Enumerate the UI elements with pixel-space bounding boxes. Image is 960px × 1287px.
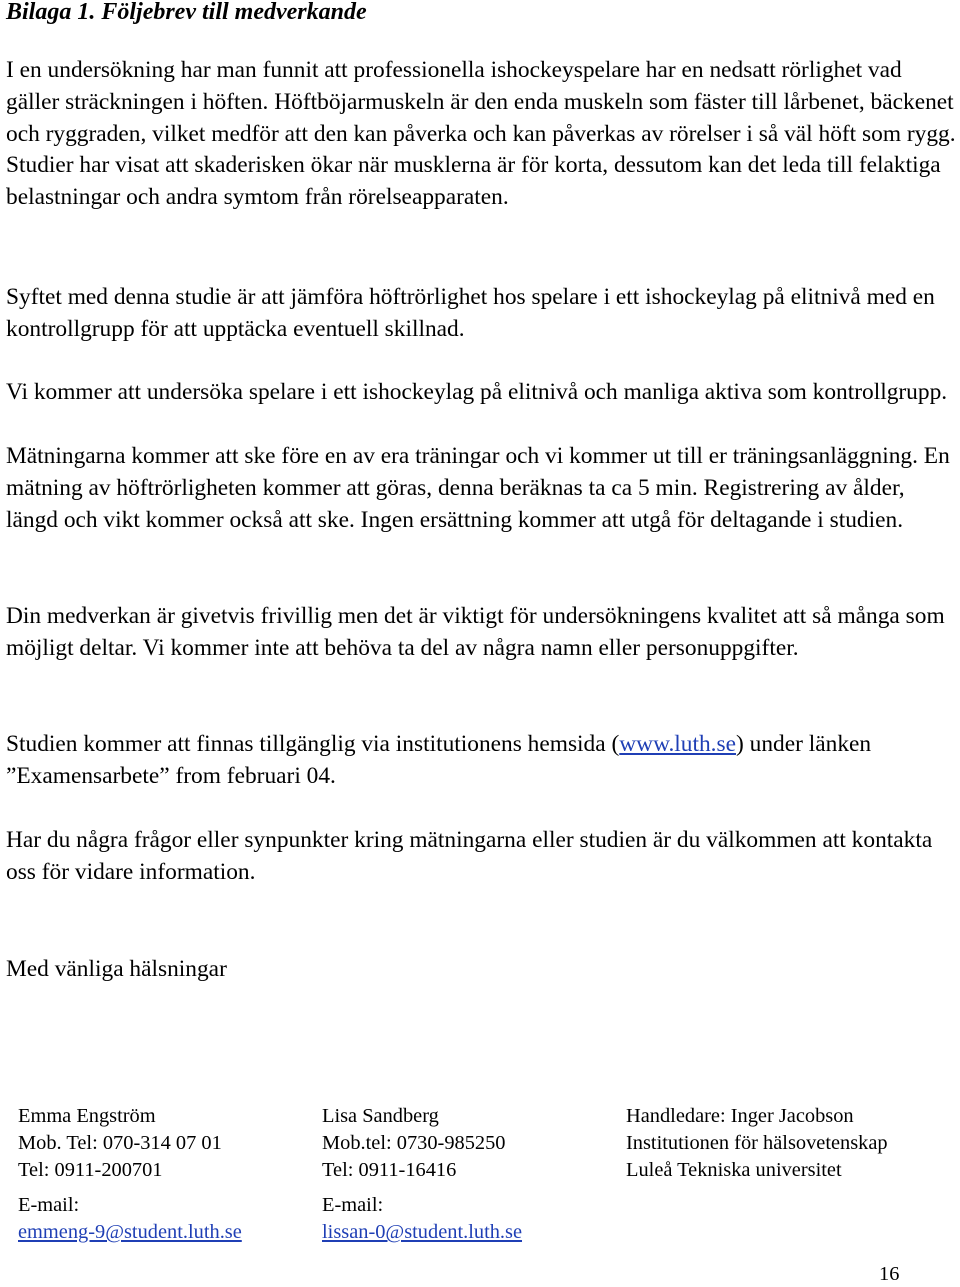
availability-text-after: ) under länken ”Examensarbete” from februari 04. [6,731,872,789]
luth-website-link[interactable]: www.luth.se [619,731,737,757]
page-heading: Bilaga 1. Följebrev till medverkande [6,0,367,25]
contact-spacer [322,1184,522,1192]
contact-phone: Tel: 0911-16416 [322,1159,457,1181]
measurement-paragraph: Mätningarna kommer att ske före en av era träningar och vi kommer ut till er träningsanläggning. En mätning av höftrörligheten kommer att göras, denna beräknas ta ca 5 min. Registrering av ålder, längd och vikt kommer också att ske. Ingen ersättning kommer att utgå för deltagande i studien. [6,443,950,533]
contact-email-link[interactable]: lissan-0@student.luth.se [322,1221,523,1243]
contact-spacer [18,1184,242,1192]
contact-block-emma [18,1103,242,1246]
contact-phone: Tel: 0911-200701 [18,1159,163,1181]
page-number: 16 [879,1263,900,1285]
contact-name: Emma Engström [18,1105,156,1127]
purpose-paragraph: Syftet med denna studie är att jämföra höftrörlighet hos spelare i ett ishockeylag på elitnivå med en kontrollgrupp för att upptäcka eventuell skillnad. [6,284,935,342]
supervisor-block [626,1103,888,1184]
contact-email-label: E-mail: [322,1194,384,1216]
supervisor-name: Handledare: Inger Jacobson [626,1105,854,1127]
contact-block-lisa [322,1103,522,1246]
voluntary-paragraph: Din medverkan är givetvis frivillig men det är viktigt för undersökningens kvalitet att så många som möjligt deltar. Vi kommer inte att behöva ta del av några namn eller personuppgifter. [6,603,945,661]
contact-name: Lisa Sandberg [322,1105,439,1127]
supervisor-institution: Institutionen för hälsovetenskap [626,1132,888,1154]
contact-mobile: Mob.tel: 0730-985250 [322,1132,506,1154]
questions-paragraph: Har du några frågor eller synpunkter kring mätningarna eller studien är du välkommen att kontakta oss för vidare information. [6,827,933,885]
contact-mobile: Mob. Tel: 070-314 07 01 [18,1132,222,1154]
closing-greeting: Med vänliga hälsningar [6,956,227,982]
participants-paragraph: Vi kommer att undersöka spelare i ett ishockeylag på elitnivå och manliga aktiva som kontrollgrupp. [6,379,948,405]
intro-paragraph: I en undersökning har man funnit att professionella ishockeyspelare har en nedsatt rörlighet vad gäller sträckningen i höften. Höftböjarmuskeln är den enda muskeln som fäster till lårbenet, bäckenet och ryggraden, vilket medför att den kan påverka och kan påverkas av rörelser i så väl höft som rygg. Studier har visat att skaderisken ökar när musklerna är för korta, dessutom kan det leda till felaktiga belastningar och andra symtom från rörelseapparaten. [6,57,956,211]
supervisor-university: Luleå Tekniska universitet [626,1159,842,1181]
contact-email-link[interactable]: emmeng-9@student.luth.se [18,1221,242,1243]
contact-email-label: E-mail: [18,1194,80,1216]
availability-text-before: Studien kommer att finnas tillgänglig via institutionens hemsida ( [6,731,620,757]
availability-paragraph [6,729,958,793]
